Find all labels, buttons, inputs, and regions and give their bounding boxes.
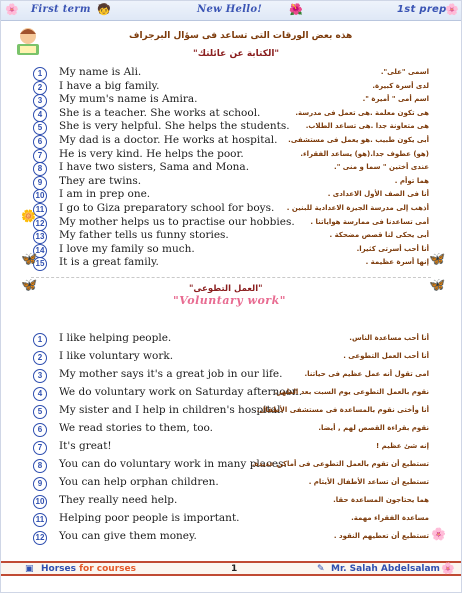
section-divider: [31, 277, 431, 278]
arabic-translation: نقوم بقراءة القصص لهم , أيضا.: [318, 424, 429, 432]
arabic-translation: هى تكون معلمة .هى تعمل فى مدرسة.: [295, 108, 429, 117]
english-sentence: My mother says it's a great job in our life.: [59, 368, 283, 380]
arabic-translation: أنا أحب العمل التطوعى .: [343, 352, 429, 360]
item-number: 10: [33, 495, 47, 509]
english-sentence: You can give them money.: [59, 530, 197, 542]
page-footer: [1, 561, 462, 576]
list-item: [1, 511, 462, 529]
list-item: [1, 475, 462, 493]
flower-icon: 🌸: [431, 527, 446, 541]
reading-child-icon: [11, 24, 45, 58]
item-number: 6: [33, 423, 47, 437]
list-item: [1, 349, 462, 367]
english-sentence: I have two sisters, Sama and Mona.: [59, 161, 250, 174]
item-number: 11: [33, 513, 47, 527]
list-item: [1, 457, 462, 475]
item-number: 4: [33, 387, 47, 401]
item-number: 5: [33, 405, 47, 419]
item-number: 2: [33, 81, 47, 95]
list-item: [1, 385, 462, 403]
english-sentence: I like helping people.: [59, 332, 172, 344]
page-header: [1, 1, 462, 21]
english-sentence: I go to Giza preparatory school for boys.: [59, 202, 275, 214]
english-sentence: My mum's name is Amira.: [59, 93, 198, 106]
english-sentence: My dad is a doctor. He works at hospital.: [59, 134, 278, 146]
english-sentence: We read stories to them, too.: [59, 422, 214, 434]
item-number: 7: [33, 149, 47, 163]
arabic-translation: مساعدة الفقراء مهمة.: [351, 514, 429, 522]
list-item: [1, 403, 462, 421]
english-sentence: She is very helpful. She helps the students.: [59, 120, 290, 133]
arabic-translation: لدى أسرة كبيرة.: [372, 81, 429, 90]
english-sentence: My father tells us funny stories.: [59, 229, 229, 242]
list-item: [1, 251, 462, 273]
list-item: [1, 439, 462, 457]
arabic-translation: أذهب إلى مدرسة الجيزة الاعدادية للبنين .: [286, 204, 429, 212]
section1-title: هذه بعض الورقات التى تساعد فى سؤال البرجراف: [129, 31, 353, 41]
list-item: [1, 493, 462, 511]
header-grade: 1st prep: [397, 4, 447, 15]
arabic-translation: هى متعاونة جدا .هى تساعد الطلاب.: [305, 122, 429, 131]
page-number: 1: [231, 564, 238, 574]
english-sentence: It's great!: [59, 440, 112, 452]
arabic-translation: أنا فى الصف الأول الاعدادى .: [327, 190, 429, 199]
english-sentence: You can help orphan children.: [59, 476, 219, 488]
item-number: 6: [33, 135, 47, 149]
english-sentence: I am in prep one.: [59, 188, 151, 201]
item-number: 9: [33, 477, 47, 491]
english-sentence: They really need help.: [59, 494, 178, 506]
arabic-translation: أمى تساعدنا فى ممارسة هواياتنا .: [310, 217, 429, 226]
book-icon: ▣: [25, 564, 34, 574]
english-sentence: My sister and I help in children's hospital.: [59, 404, 284, 416]
english-sentence: She is a teacher. She works at school.: [59, 106, 261, 119]
arabic-translation: اسم أمى " أميرة ".: [362, 95, 429, 104]
item-number: 1: [33, 333, 47, 347]
header-term: First term: [31, 4, 91, 15]
flower-icon: 🌺: [289, 4, 303, 16]
pen-icon: ✎: [317, 564, 325, 574]
list-item: [1, 367, 462, 385]
english-sentence: Helping poor people is important.: [59, 512, 240, 524]
list-item: [1, 529, 462, 547]
arabic-translation: هما يحتاجون المساعدة حقا.: [333, 496, 429, 504]
arabic-translation: أبى يكون طبيب .هو يعمل فى مستشفى.: [288, 136, 429, 144]
item-number: 3: [33, 94, 47, 108]
item-number: 5: [33, 121, 47, 135]
item-number: 10: [33, 189, 47, 203]
arabic-translation: إنه شئ عظيم !: [375, 442, 429, 450]
arabic-translation: أنا أحب مساعدة الناس.: [349, 334, 429, 342]
english-sentence: They are twins.: [59, 174, 142, 187]
english-sentence: It is a great family.: [59, 256, 159, 269]
item-number: 8: [33, 459, 47, 473]
arabic-translation: (هو) عطوف جدا.(هو) يساعد الفقراء.: [300, 149, 429, 158]
english-sentence: We do voluntary work on Saturday afternoon.: [59, 386, 303, 398]
butterfly-icon: 🦋: [21, 251, 38, 266]
item-number: 4: [33, 108, 47, 122]
item-number: 11: [33, 203, 47, 217]
list-item: [1, 331, 462, 349]
header-book-title: New Hello!: [197, 4, 263, 15]
footer-slogan: Horses for courses: [41, 564, 136, 574]
section1-subtitle: "الكتابة عن عائلتك": [193, 49, 280, 59]
arabic-translation: تستطيع أن تقوم بالعمل التطوعى فى أماكن عديدة.: [251, 460, 429, 468]
flower-icon: 🌸: [5, 4, 19, 16]
item-number: 15: [33, 257, 47, 271]
butterfly-icon: 🦋: [429, 251, 446, 266]
arabic-translation: تستطيع أن تساعد الأطفال الأيتام .: [308, 478, 429, 486]
section2-subtitle-en: "Voluntary work": [173, 294, 286, 307]
arabic-translation: أنا أحب أسرتى كثيرا.: [356, 244, 429, 253]
arabic-translation: نقوم بالعمل التطوعى يوم السبت بعد الظهر.: [274, 388, 429, 396]
flower-icon: 🌸: [441, 563, 455, 575]
butterfly-icon: 🦋: [21, 277, 38, 292]
arabic-translation: أنا وأختى نقوم بالمساعدة فى مستشفى الأطفال.: [256, 406, 429, 414]
item-number: 9: [33, 176, 47, 190]
item-number: 12: [33, 531, 47, 545]
item-number: 1: [33, 67, 47, 81]
list-item: [1, 421, 462, 439]
english-sentence: I like voluntary work.: [59, 350, 174, 362]
english-sentence: You can do voluntary work in many places.: [59, 458, 287, 470]
arabic-translation: عندى أختين " سما و منى ".: [334, 163, 429, 172]
item-number: 12: [33, 217, 47, 231]
english-sentence: He is very kind. He helps the poor.: [59, 147, 244, 160]
item-number: 3: [33, 369, 47, 383]
arabic-translation: هما توأم .: [394, 176, 429, 185]
english-sentence: My name is Ali.: [59, 66, 142, 78]
english-sentence: I love my family so much.: [59, 242, 195, 255]
arabic-translation: امى تقول أنه عمل عظيم فى حياتنا.: [304, 370, 429, 378]
butterfly-icon: 🦋: [429, 277, 446, 292]
flower-icon: 🌸: [445, 4, 459, 16]
item-number: 2: [33, 351, 47, 365]
item-number: 13: [33, 230, 47, 244]
arabic-translation: أبى يحكى لنا قصص مضحكة .: [329, 231, 429, 240]
kids-icon: 🧒: [97, 4, 111, 16]
arabic-translation: اسمى "على".: [380, 68, 429, 76]
english-sentence: My mother helps us to practise our hobbies.: [59, 215, 295, 228]
arabic-translation: تستطيع أن تعطيهم النقود .: [333, 532, 429, 540]
item-number: 8: [33, 162, 47, 176]
english-sentence: I have a big family.: [59, 79, 160, 92]
item-number: 14: [33, 244, 47, 258]
item-number: 7: [33, 441, 47, 455]
section2-subtitle-ar: "العمل التطوعى": [189, 284, 263, 294]
footer-author: Mr. Salah Abdelsalam: [331, 564, 440, 574]
arabic-translation: إنها أسرة عظيمة .: [365, 258, 429, 267]
flower-icon: 🌼: [21, 209, 36, 223]
